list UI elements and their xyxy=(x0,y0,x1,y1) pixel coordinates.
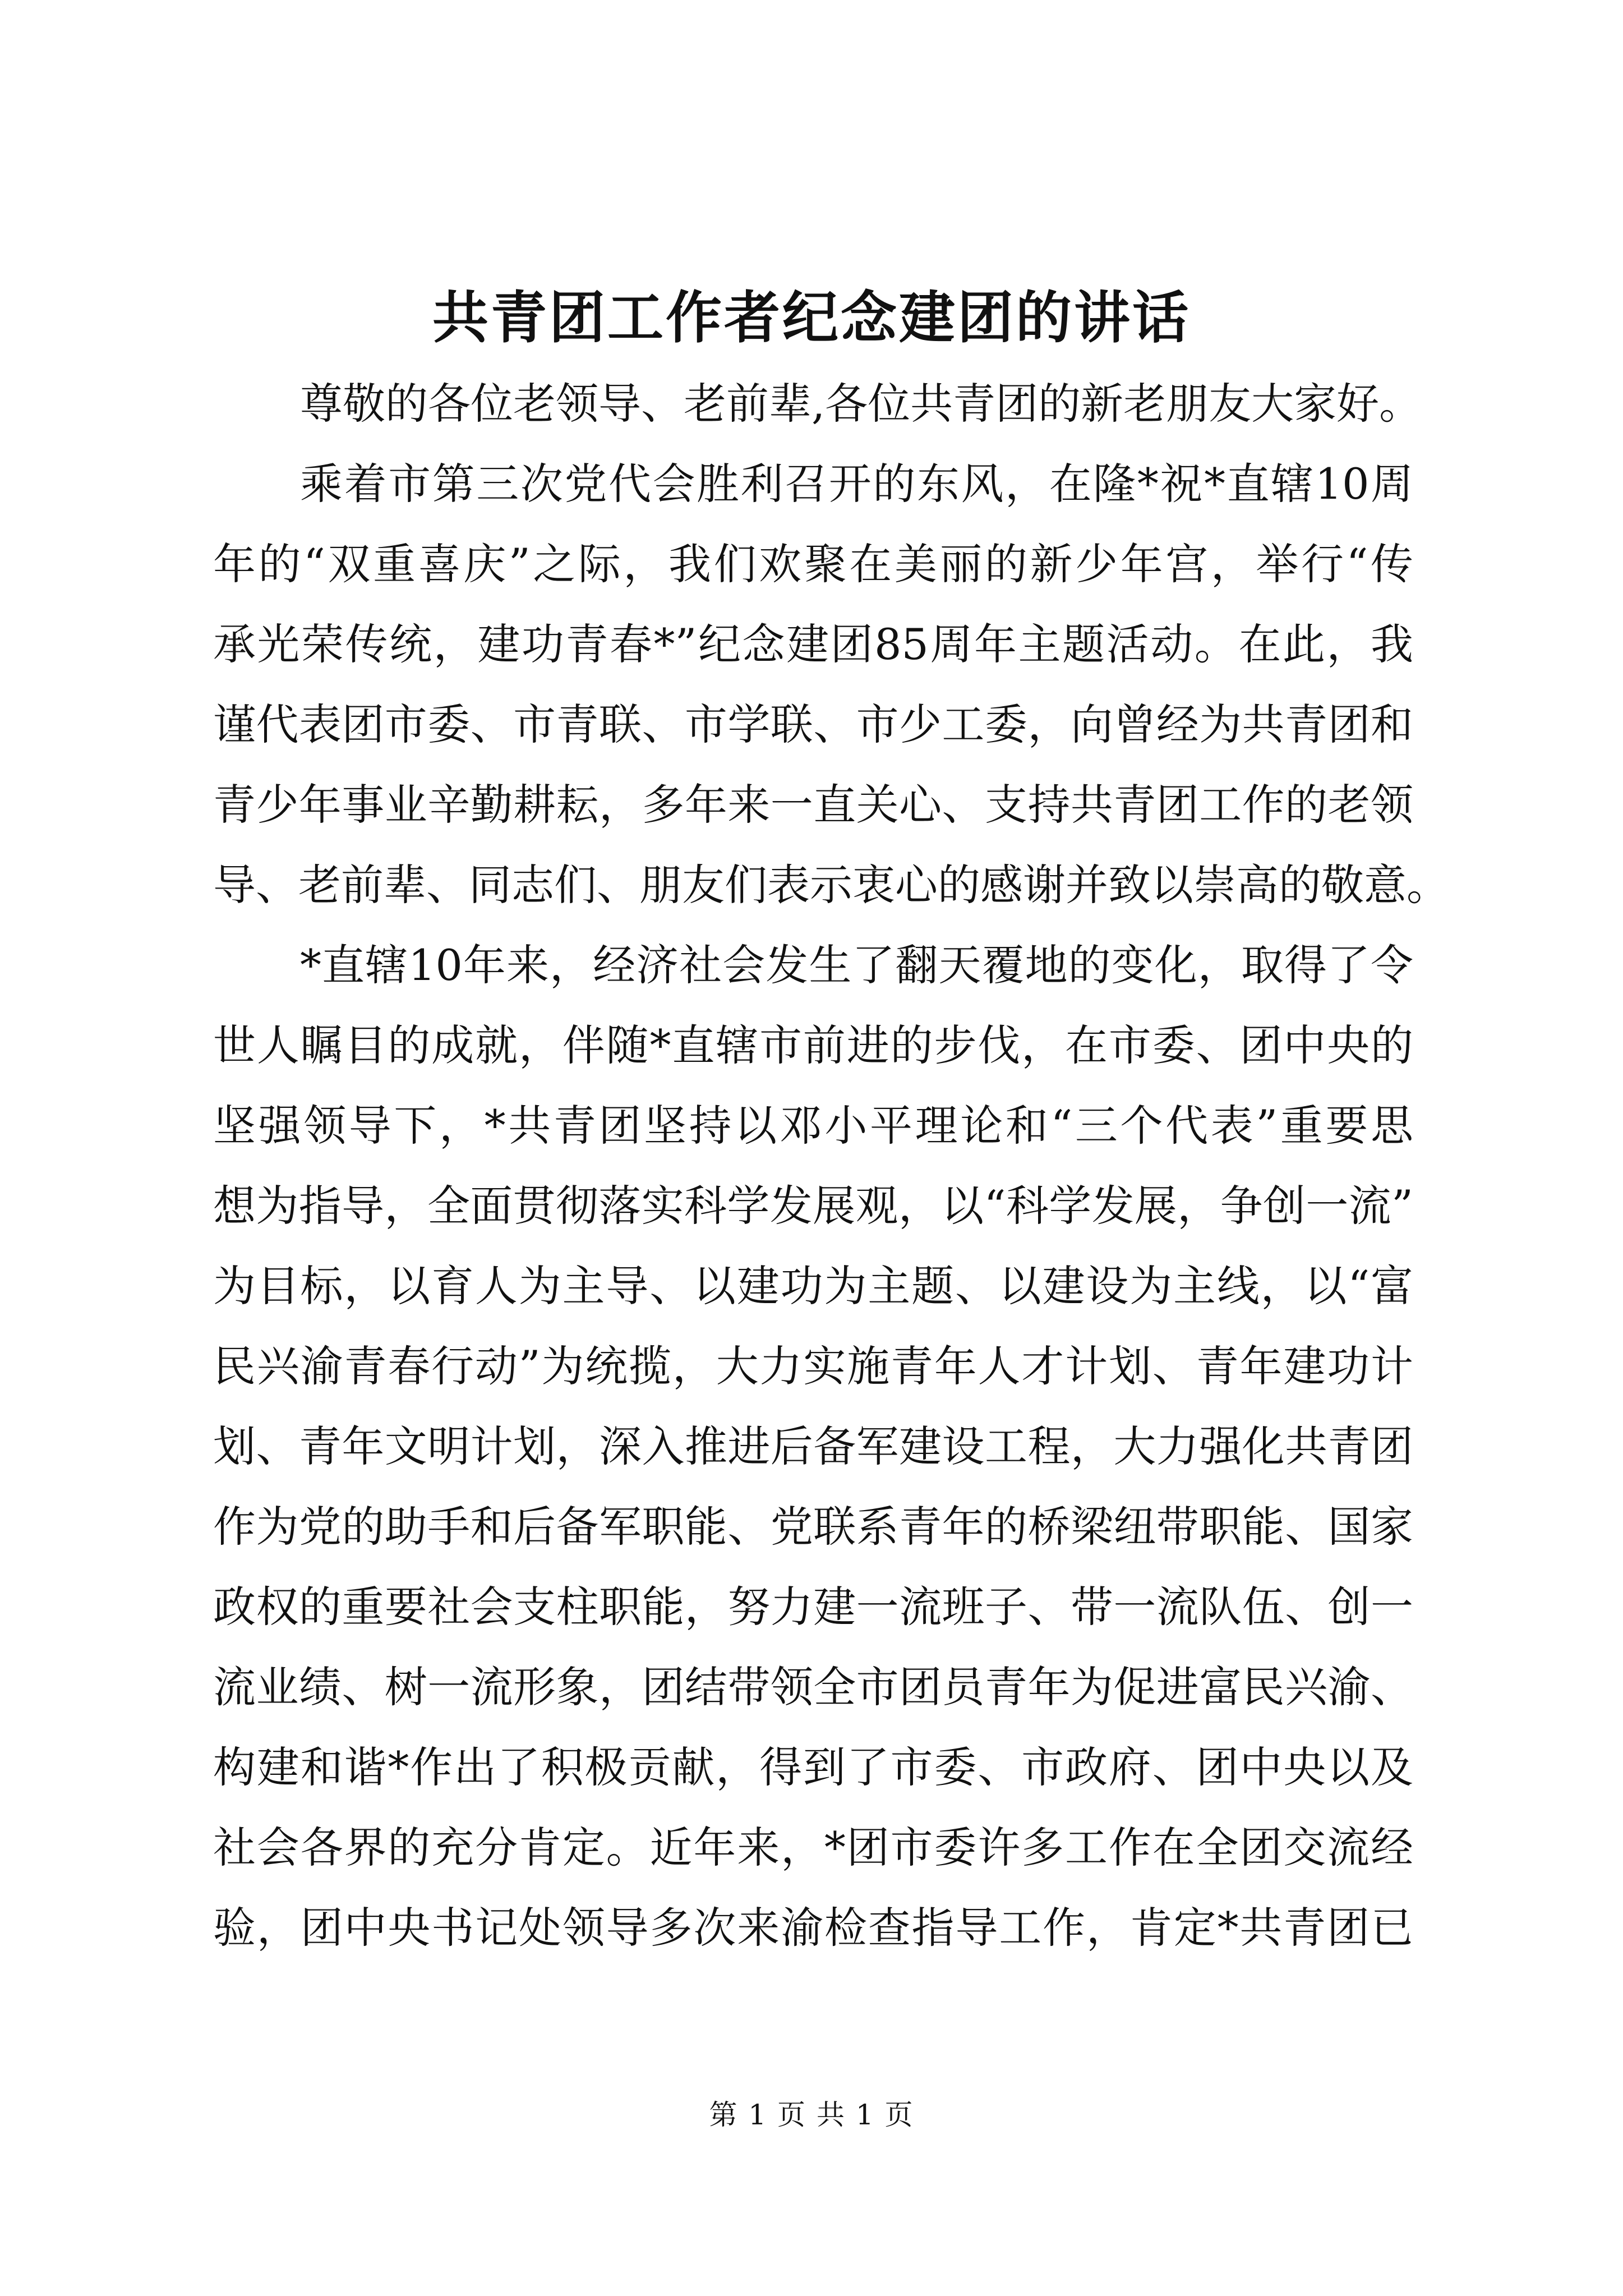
body-line: 乘着市第三次党代会胜利召开的东风，在隆*祝*直辖10周 xyxy=(300,459,1413,509)
body-line: *直辖10年来，经济社会发生了翻天覆地的变化，取得了令 xyxy=(300,940,1413,990)
body-line: 社会各界的充分肯定。近年来，*团市委许多工作在全团交流经 xyxy=(213,1823,1413,1872)
body-line: 导、老前辈、同志们、朋友们表示衷心的感谢并致以崇高的敬意。 xyxy=(213,860,1449,910)
body-line: 流业绩、树一流形象，团结带领全市团员青年为促进富民兴渝、 xyxy=(213,1662,1413,1712)
body-line: 构建和谐*作出了积极贡献，得到了市委、市政府、团中央以及 xyxy=(213,1742,1413,1792)
body-line: 政权的重要社会支柱职能，努力建一流班子、带一流队伍、创一 xyxy=(213,1582,1413,1632)
body-line: 民兴渝青春行动”为统揽，大力实施青年人才计划、青年建功计 xyxy=(213,1341,1413,1391)
body-line: 谨代表团市委、市青联、市学联、市少工委，向曾经为共青团和 xyxy=(213,700,1413,749)
page-number: 第 1 页 共 1 页 xyxy=(709,2099,914,2131)
document-title: 共青团工作者纪念建团的讲话 xyxy=(432,284,1191,351)
body-line: 承光荣传统，建功青春*”纪念建团85周年主题活动。在此，我 xyxy=(213,619,1413,669)
body-line: 青少年事业辛勤耕耘，多年来一直关心、支持共青团工作的老领 xyxy=(213,780,1413,830)
body-line: 尊敬的各位老领导、老前辈,各位共青团的新老朋友大家好。 xyxy=(300,379,1422,429)
body-line: 想为指导，全面贯彻落实科学发展观，以“科学发展，争创一流” xyxy=(213,1181,1413,1231)
body-line: 为目标，以育人为主导、以建功为主题、以建设为主线，以“富 xyxy=(213,1261,1413,1311)
body-line: 验，团中央书记处领导多次来渝检查指导工作，肯定*共青团已 xyxy=(213,1903,1413,1953)
document-body xyxy=(213,364,1449,1968)
body-line: 划、青年文明计划，深入推进后备军建设工程，大力强化共青团 xyxy=(213,1421,1413,1471)
body-line: 作为党的助手和后备军职能、党联系青年的桥梁纽带职能、国家 xyxy=(213,1502,1413,1552)
body-line: 年的“双重喜庆”之际，我们欢聚在美丽的新少年宫，举行“传 xyxy=(213,539,1413,589)
body-line: 坚强领导下，*共青团坚持以邓小平理论和“三个代表”重要思 xyxy=(213,1101,1413,1151)
body-line: 世人瞩目的成就，伴随*直辖市前进的步伐，在市委、团中央的 xyxy=(213,1020,1413,1070)
